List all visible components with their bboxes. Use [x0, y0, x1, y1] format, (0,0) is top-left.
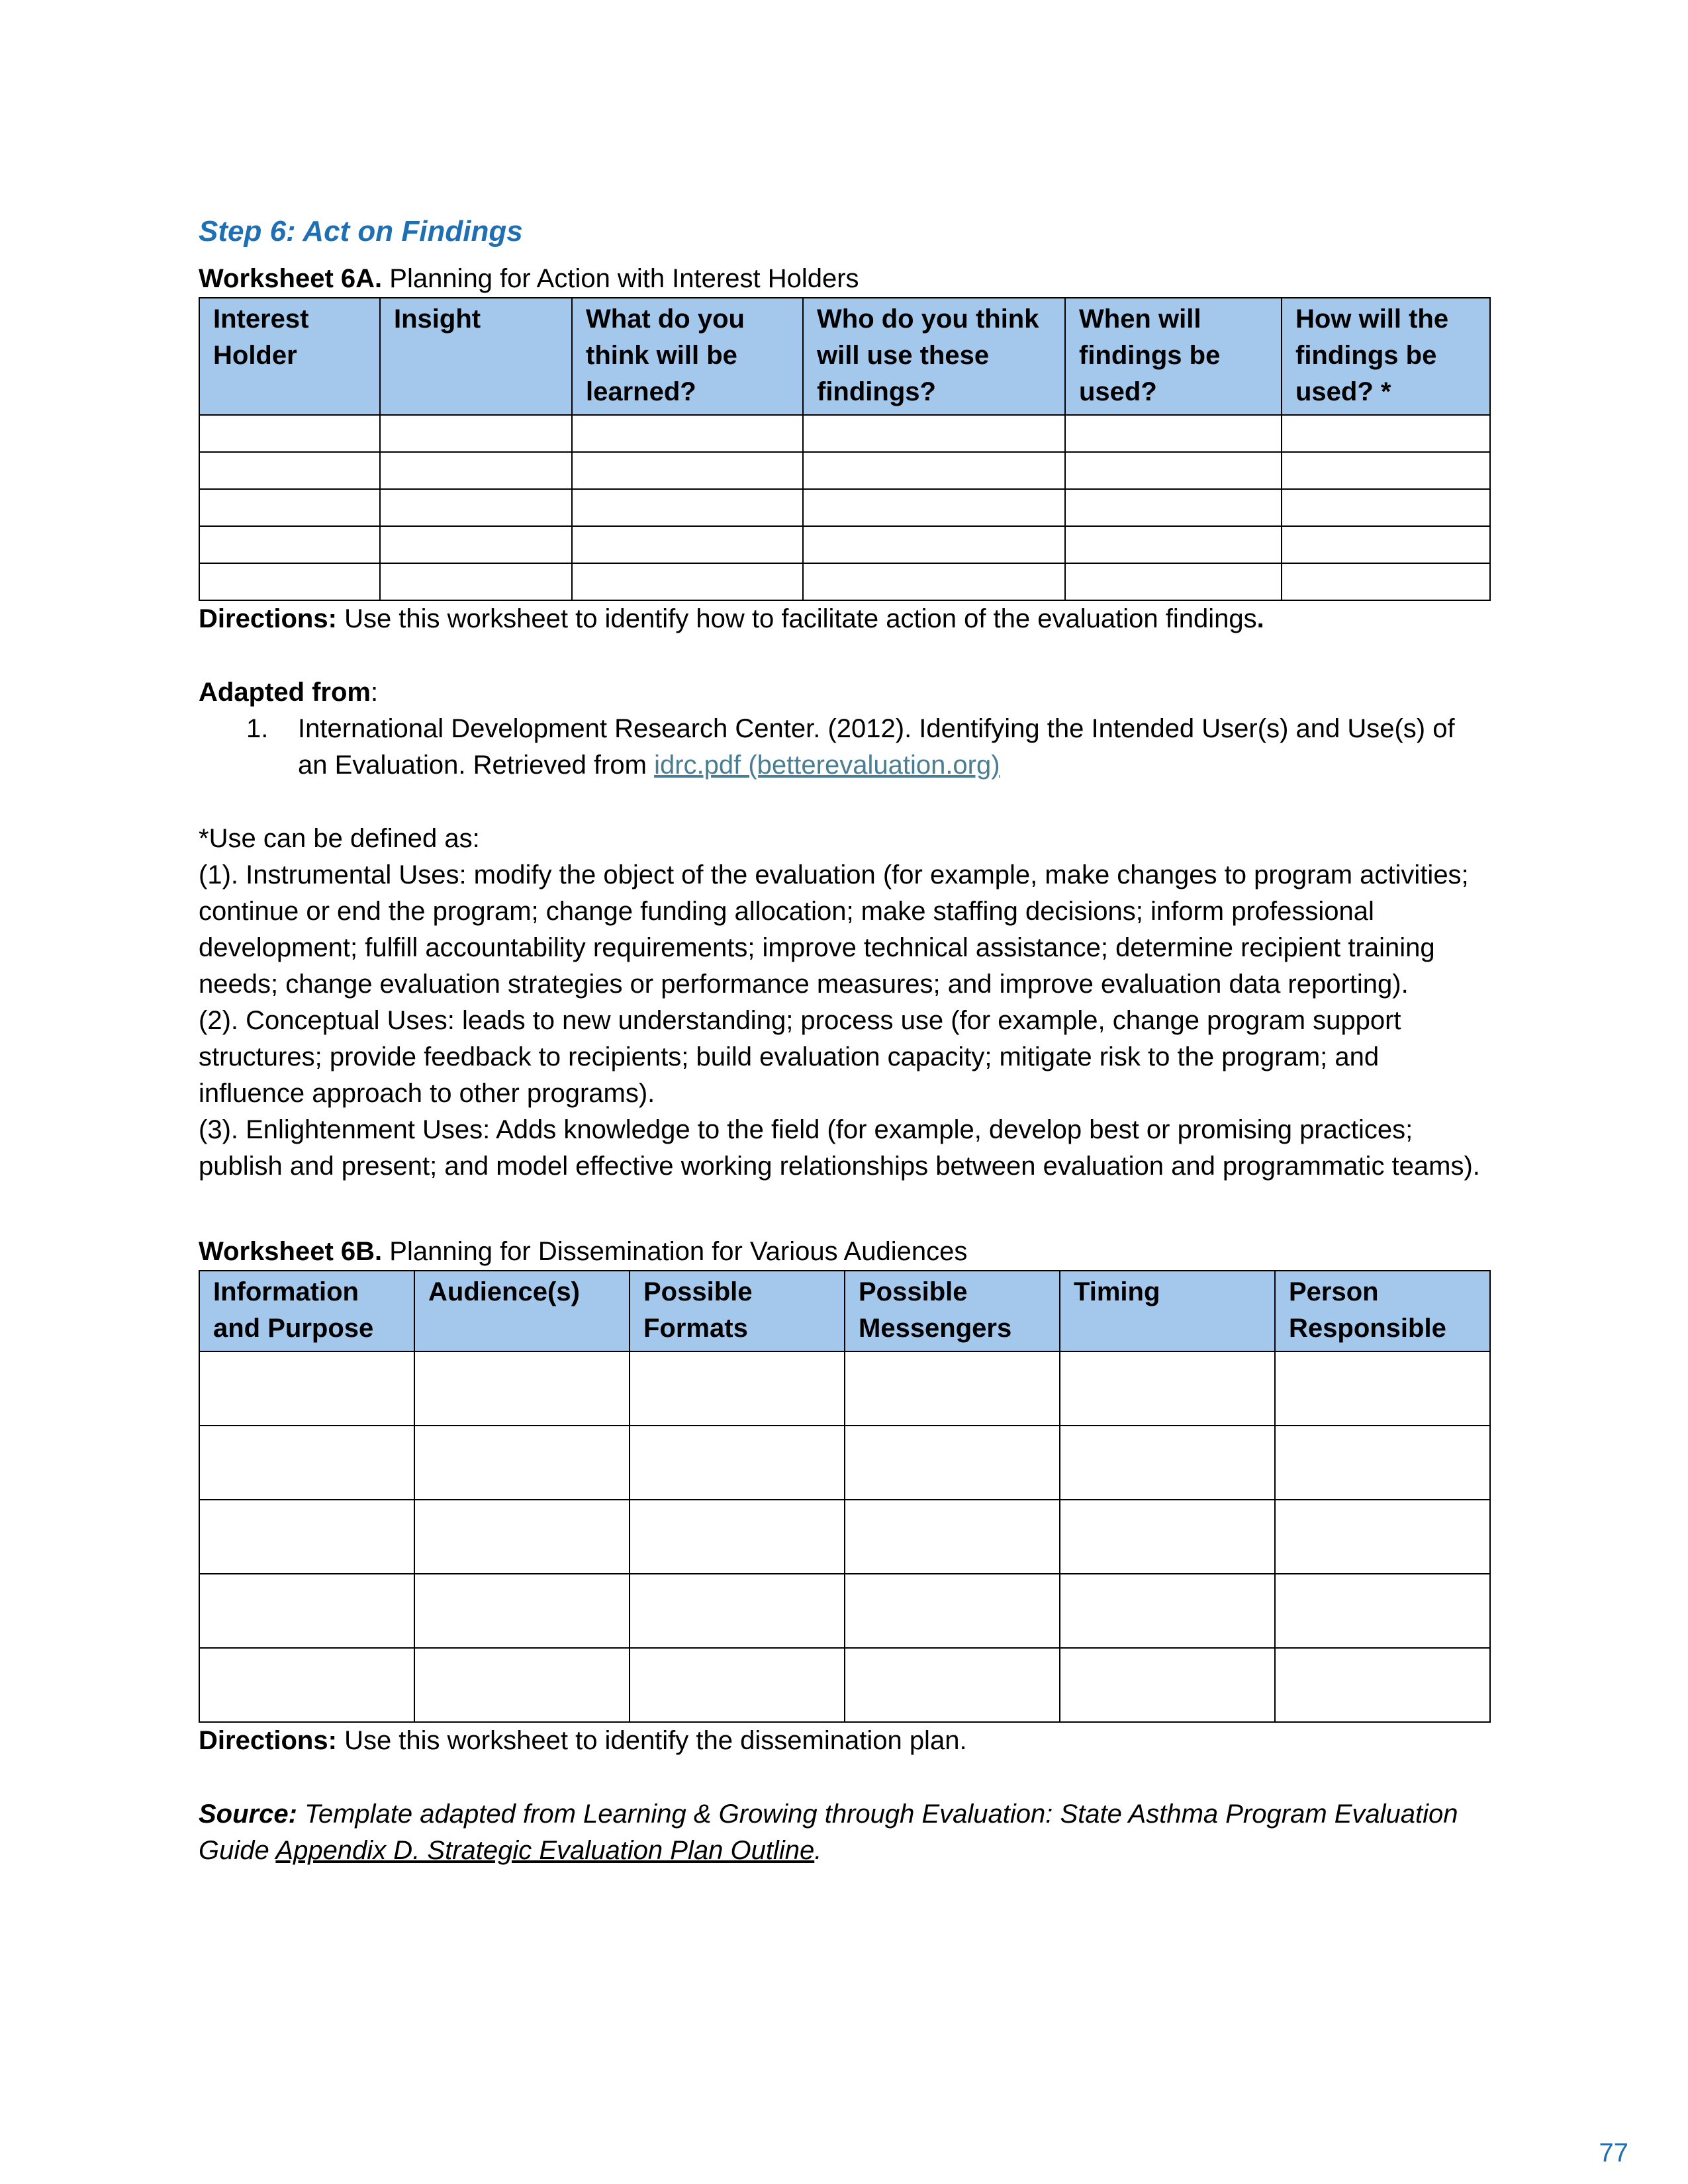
empty-cell[interactable]: [414, 1351, 630, 1426]
empty-cell[interactable]: [1060, 1351, 1275, 1426]
empty-cell[interactable]: [380, 415, 572, 452]
use-definition-conceptual: (2). Conceptual Uses: leads to new understanding; process use (for example, change program support structures; provide feedback to recipients; build evaluation capacity; mitigate risk to the program; and influence approach to other programs).: [199, 1006, 1401, 1108]
empty-cell[interactable]: [845, 1500, 1060, 1574]
empty-cell[interactable]: [199, 1500, 414, 1574]
document-page: [199, 212, 1489, 1869]
empty-cell[interactable]: [1060, 1648, 1275, 1722]
table-row: [199, 452, 1490, 489]
empty-cell[interactable]: [630, 1426, 845, 1500]
empty-cell[interactable]: [1282, 489, 1490, 526]
header-cell: Interest Holder: [199, 298, 380, 415]
source-label: Source:: [199, 1799, 297, 1829]
worksheet-6b-table: [199, 1270, 1491, 1723]
table-row: [199, 1426, 1490, 1500]
use-definition-enlightenment: (3). Enlightenment Uses: Adds knowledge to the field (for example, develop best or promising practices; publish and present; and model effective working relationships between evaluation and programmatic teams).: [199, 1115, 1480, 1181]
empty-cell[interactable]: [199, 415, 380, 452]
empty-cell[interactable]: [572, 415, 803, 452]
empty-cell[interactable]: [414, 1426, 630, 1500]
header-cell: Person Responsible: [1275, 1271, 1490, 1351]
worksheet-6b-caption: [199, 1234, 1489, 1270]
empty-cell[interactable]: [1065, 563, 1282, 600]
worksheet-6b-label: Worksheet 6B.: [199, 1237, 383, 1266]
header-cell: Timing: [1060, 1271, 1275, 1351]
empty-cell[interactable]: [1065, 526, 1282, 563]
empty-cell[interactable]: [845, 1574, 1060, 1648]
empty-cell[interactable]: [845, 1648, 1060, 1722]
directions-label: Directions:: [199, 1726, 337, 1755]
empty-cell[interactable]: [1275, 1648, 1490, 1722]
empty-cell[interactable]: [572, 489, 803, 526]
source-text: Template adapted from Learning & Growing through Evaluation: State Asthma Program Evaluation Guide: [199, 1799, 1458, 1865]
step-title: Step 6: Act on Findings: [199, 215, 523, 248]
empty-cell[interactable]: [1282, 452, 1490, 489]
empty-cell[interactable]: [803, 452, 1065, 489]
table-row: [199, 1351, 1490, 1426]
empty-cell[interactable]: [1065, 452, 1282, 489]
empty-cell[interactable]: [803, 489, 1065, 526]
empty-cell[interactable]: [572, 526, 803, 563]
empty-cell[interactable]: [199, 1574, 414, 1648]
empty-cell[interactable]: [1275, 1574, 1490, 1648]
worksheet-6a-table: [199, 297, 1491, 601]
empty-cell[interactable]: [630, 1648, 845, 1722]
empty-cell[interactable]: [199, 489, 380, 526]
empty-cell[interactable]: [414, 1648, 630, 1722]
empty-cell[interactable]: [630, 1574, 845, 1648]
worksheet-6a-body: [199, 415, 1490, 600]
empty-cell[interactable]: [803, 415, 1065, 452]
worksheet-6b-title: Planning for Dissemination for Various Audiences: [389, 1237, 968, 1266]
directions-label: Directions:: [199, 604, 337, 633]
empty-cell[interactable]: [1065, 415, 1282, 452]
header-cell: Possible Formats: [630, 1271, 845, 1351]
header-cell: What do you think will be learned?: [572, 298, 803, 415]
table-row: [199, 489, 1490, 526]
directions-text: Use this worksheet to identify how to facilitate action of the evaluation findings: [344, 604, 1257, 633]
use-definitions: [199, 821, 1489, 1185]
adapted-from-heading: [199, 674, 1489, 711]
table-row: [199, 1648, 1490, 1722]
table-row: [199, 526, 1490, 563]
adapted-from-label: Adapted from: [199, 678, 371, 707]
use-definition-instrumental: (1). Instrumental Uses: modify the object of the evaluation (for example, make changes to program activities; continue or end the program; change funding allocation; make staffing decisions; inform professional development; fulfill accountability requirements; improve technical assistance; determine recipient training needs; change evaluation strategies or performance measures; and improve evaluation data reporting).: [199, 860, 1469, 999]
empty-cell[interactable]: [199, 526, 380, 563]
header-cell: Who do you think will use these findings?: [803, 298, 1065, 415]
table-row: [199, 563, 1490, 600]
empty-cell[interactable]: [1060, 1500, 1275, 1574]
worksheet-6b-directions: [199, 1723, 1489, 1759]
empty-cell[interactable]: [1275, 1351, 1490, 1426]
table-header-row: [199, 1271, 1490, 1351]
use-definition-intro: *Use can be defined as:: [199, 824, 480, 853]
empty-cell[interactable]: [414, 1574, 630, 1648]
adapted-from-colon: :: [371, 678, 379, 707]
table-row: [199, 1574, 1490, 1648]
header-cell: When will findings be used?: [1065, 298, 1282, 415]
reference-text: International Development Research Center. (2012). Identifying the Intended User(s) and Use(s) of an Evaluation. Retrieved from: [298, 714, 1455, 780]
table-header-row: [199, 298, 1490, 415]
table-row: [199, 1500, 1490, 1574]
reference-number: 1.: [246, 714, 269, 743]
worksheet-6a-title: Planning for Action with Interest Holders: [389, 264, 859, 293]
empty-cell[interactable]: [1060, 1426, 1275, 1500]
header-cell: Possible Messengers: [845, 1271, 1060, 1351]
empty-cell[interactable]: [1065, 489, 1282, 526]
empty-cell[interactable]: [380, 526, 572, 563]
header-cell: How will the findings be used? *: [1282, 298, 1490, 415]
reference-link[interactable]: idrc.pdf (betterevaluation.org): [654, 751, 1000, 780]
directions-period: .: [1256, 604, 1264, 633]
empty-cell[interactable]: [1060, 1574, 1275, 1648]
empty-cell[interactable]: [380, 452, 572, 489]
empty-cell[interactable]: [803, 526, 1065, 563]
worksheet-6a-caption: [199, 261, 1489, 297]
empty-cell[interactable]: [199, 563, 380, 600]
header-cell: Insight: [380, 298, 572, 415]
source-link[interactable]: Appendix D. Strategic Evaluation Plan Outline: [275, 1836, 815, 1865]
empty-cell[interactable]: [1282, 526, 1490, 563]
empty-cell[interactable]: [630, 1351, 845, 1426]
empty-cell[interactable]: [630, 1500, 845, 1574]
empty-cell[interactable]: [1282, 563, 1490, 600]
empty-cell[interactable]: [414, 1500, 630, 1574]
empty-cell[interactable]: [845, 1426, 1060, 1500]
empty-cell[interactable]: [199, 1426, 414, 1500]
reference-item: [199, 711, 1489, 784]
empty-cell[interactable]: [572, 452, 803, 489]
empty-cell[interactable]: [1282, 415, 1490, 452]
page-number: 77: [1599, 2138, 1628, 2167]
empty-cell[interactable]: [380, 489, 572, 526]
empty-cell[interactable]: [803, 563, 1065, 600]
empty-cell[interactable]: [572, 563, 803, 600]
worksheet-6a-directions: [199, 601, 1489, 637]
empty-cell[interactable]: [1275, 1500, 1490, 1574]
source-note: [199, 1796, 1489, 1869]
worksheet-6a-label: Worksheet 6A.: [199, 264, 383, 293]
empty-cell[interactable]: [199, 1351, 414, 1426]
directions-text: Use this worksheet to identify the dissemination plan.: [344, 1726, 967, 1755]
empty-cell[interactable]: [1275, 1426, 1490, 1500]
source-period: .: [814, 1836, 822, 1865]
empty-cell[interactable]: [845, 1351, 1060, 1426]
empty-cell[interactable]: [199, 1648, 414, 1722]
reference-list: [199, 711, 1489, 784]
empty-cell[interactable]: [380, 563, 572, 600]
header-cell: Audience(s): [414, 1271, 630, 1351]
worksheet-6b-body: [199, 1351, 1490, 1722]
table-row: [199, 415, 1490, 452]
header-cell: Information and Purpose: [199, 1271, 414, 1351]
empty-cell[interactable]: [199, 452, 380, 489]
